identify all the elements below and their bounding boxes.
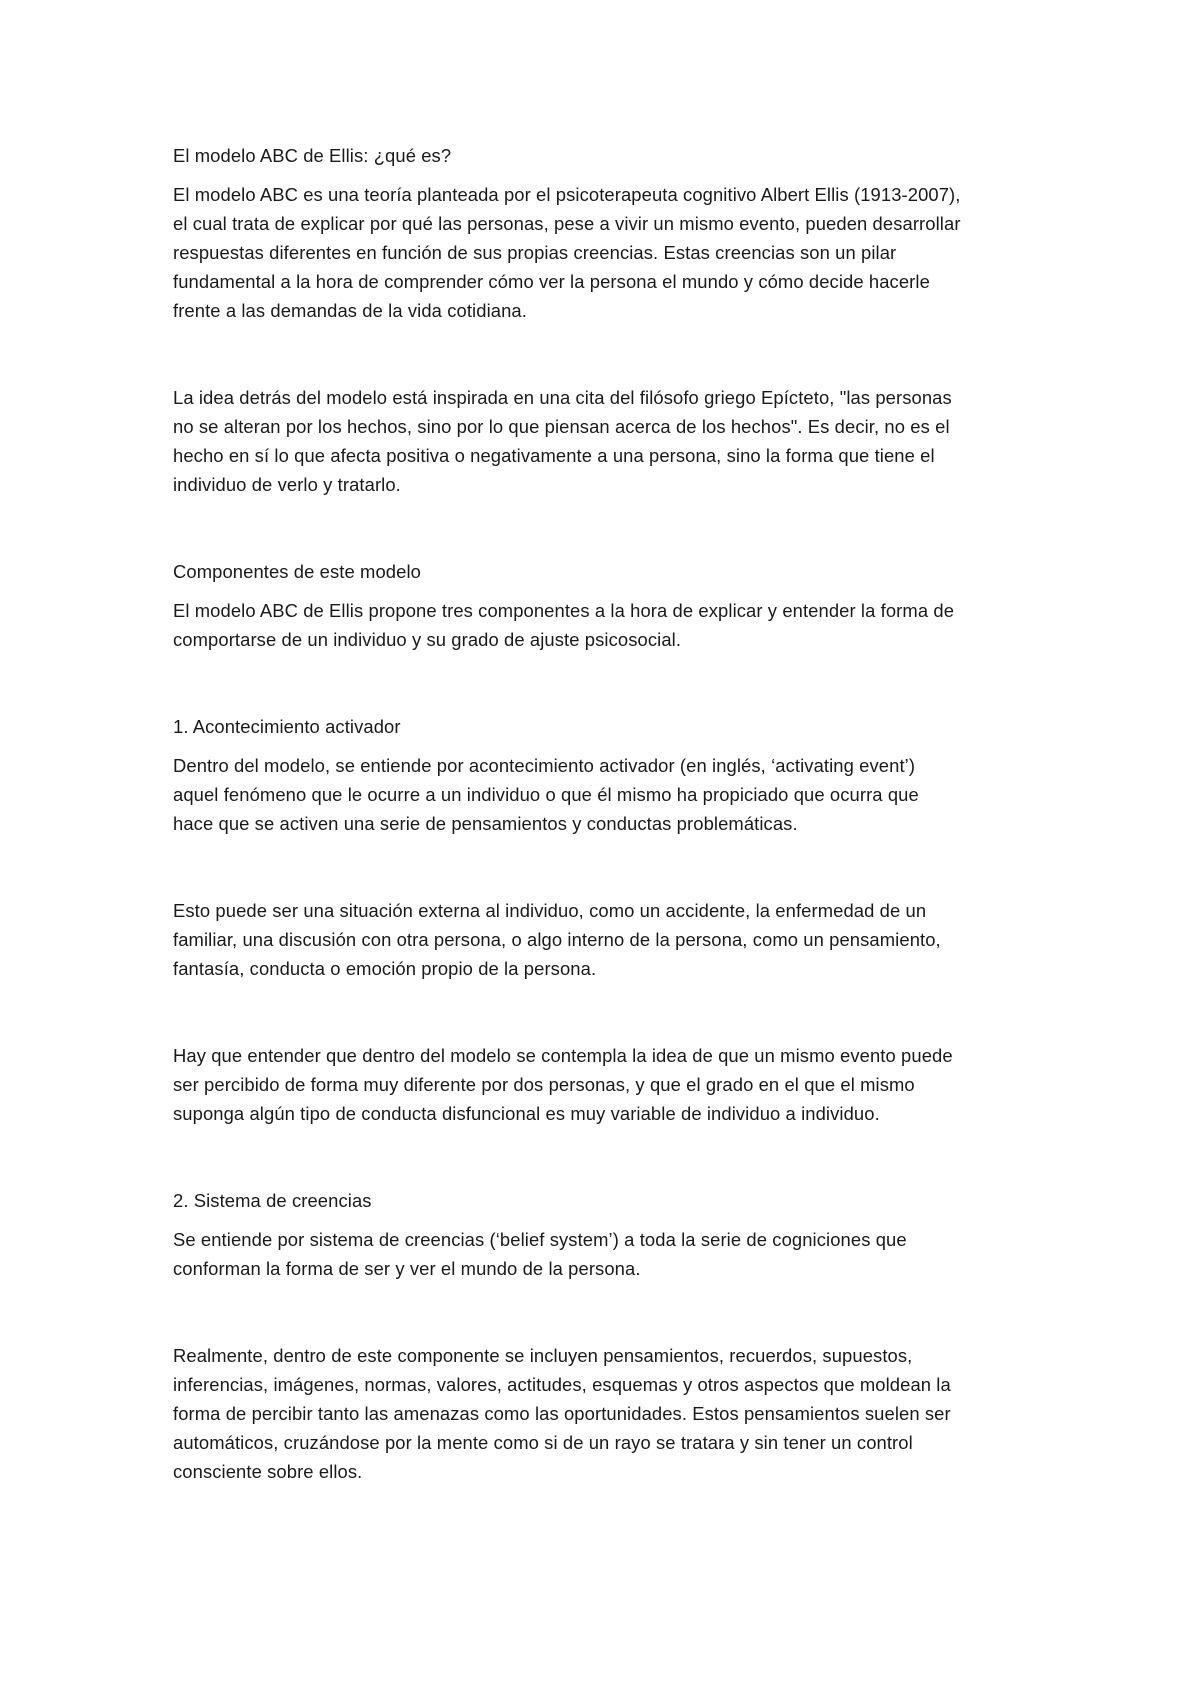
text-line: conforman la forma de ser y ver el mundo de la persona. xyxy=(173,1258,641,1279)
text-line: Se entiende por sistema de creencias (‘belief system’) a toda la serie de cogniciones que xyxy=(173,1229,907,1250)
text-line: individuo de verlo y tratarlo. xyxy=(173,474,401,495)
text-line: suponga algún tipo de conducta disfuncional es muy variable de individuo a individuo. xyxy=(173,1103,880,1124)
text-line: Dentro del modelo, se entiende por acontecimiento activador (en inglés, ‘activating event’) xyxy=(173,755,916,776)
text-line: forma de percibir tanto las amenazas como las oportunidades. Estos pensamientos suelen ser xyxy=(173,1403,951,1424)
section1-paragraph-3 xyxy=(173,1041,1043,1128)
section1-heading xyxy=(173,712,1043,741)
text-line: Hay que entender que dentro del modelo se contempla la idea de que un mismo evento puede xyxy=(173,1045,953,1066)
text-line: familiar, una discusión con otra persona, o algo interno de la persona, como un pensamiento, xyxy=(173,929,941,950)
section1-paragraph-1 xyxy=(173,751,1043,838)
text-line: La idea detrás del modelo está inspirada en una cita del filósofo griego Epícteto, "las personas xyxy=(173,387,952,408)
section2-heading xyxy=(173,1186,1043,1215)
text-line: 1. Acontecimiento activador xyxy=(173,716,401,737)
text-line: El modelo ABC de Ellis: ¿qué es? xyxy=(173,145,452,166)
document-body xyxy=(173,141,1043,1486)
text-line: fundamental a la hora de comprender cómo ver la persona el mundo y cómo decide hacerle xyxy=(173,271,930,292)
text-line: el cual trata de explicar por qué las personas, pese a vivir un mismo evento, pueden desarrollar xyxy=(173,213,961,234)
text-line: respuestas diferentes en función de sus propias creencias. Estas creencias son un pilar xyxy=(173,242,897,263)
text-line: fantasía, conducta o emoción propio de la persona. xyxy=(173,958,597,979)
text-line: 2. Sistema de creencias xyxy=(173,1190,372,1211)
text-line: inferencias, imágenes, normas, valores, actitudes, esquemas y otros aspectos que moldean la xyxy=(173,1374,951,1395)
idea-paragraph xyxy=(173,383,1043,499)
text-line: ser percibido de forma muy diferente por dos personas, y que el grado en el que el mismo xyxy=(173,1074,915,1095)
text-line: El modelo ABC es una teoría planteada por el psicoterapeuta cognitivo Albert Ellis (1913-2007), xyxy=(173,184,961,205)
text-line: El modelo ABC de Ellis propone tres componentes a la hora de explicar y entender la forma de xyxy=(173,600,955,621)
text-line: hace que se activen una serie de pensamientos y conductas problemáticas. xyxy=(173,813,798,834)
text-line: frente a las demandas de la vida cotidiana. xyxy=(173,300,527,321)
text-line: no se alteran por los hechos, sino por lo que piensan acerca de los hechos". Es decir, no es el xyxy=(173,416,950,437)
section1-paragraph-2 xyxy=(173,896,1043,983)
text-line: Esto puede ser una situación externa al individuo, como un accidente, la enfermedad de un xyxy=(173,900,927,921)
intro-paragraph xyxy=(173,180,1043,325)
text-line: consciente sobre ellos. xyxy=(173,1461,363,1482)
section2-paragraph-1 xyxy=(173,1225,1043,1283)
components-intro-paragraph xyxy=(173,596,1043,654)
document-title xyxy=(173,141,1043,170)
text-line: aquel fenómeno que le ocurre a un individuo o que él mismo ha propiciado que ocurra que xyxy=(173,784,919,805)
text-line: hecho en sí lo que afecta positiva o negativamente a una persona, sino la forma que tiene el xyxy=(173,445,935,466)
text-line: Realmente, dentro de este componente se incluyen pensamientos, recuerdos, supuestos, xyxy=(173,1345,913,1366)
text-line: Componentes de este modelo xyxy=(173,561,421,582)
components-heading xyxy=(173,557,1043,586)
section2-paragraph-2 xyxy=(173,1341,1043,1486)
text-line: comportarse de un individuo y su grado de ajuste psicosocial. xyxy=(173,629,682,650)
text-line: automáticos, cruzándose por la mente como si de un rayo se tratara y sin tener un control xyxy=(173,1432,913,1453)
